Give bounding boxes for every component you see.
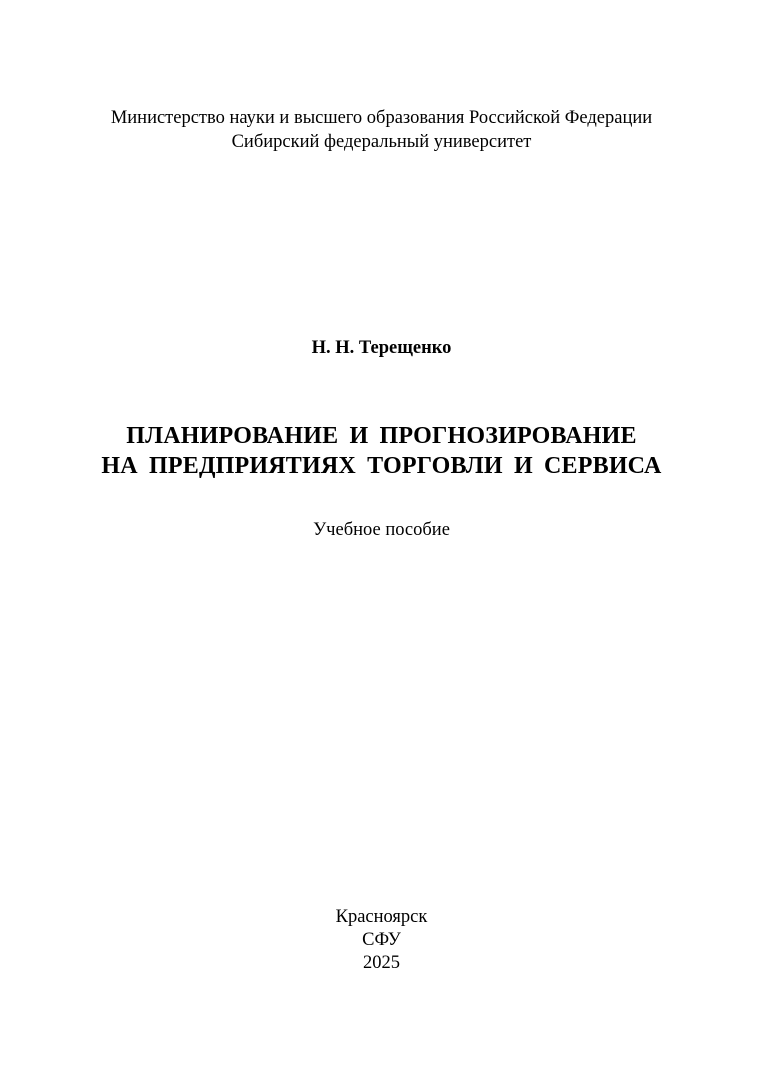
institution-header <box>0 106 763 154</box>
imprint-city: Красноярск <box>335 907 428 927</box>
imprint-publisher: СФУ <box>362 930 401 950</box>
imprint <box>0 906 763 975</box>
document-type: Учебное пособие <box>313 520 450 540</box>
title-line-1: ПЛАНИРОВАНИЕ И ПРОГНОЗИРОВАНИЕ <box>126 423 637 449</box>
ministry-name: Министерство науки и высшего образования Российской Федерации <box>110 108 653 128</box>
document-title <box>0 421 763 481</box>
title-line-2: НА ПРЕДПРИЯТИЯХ ТОРГОВЛИ И СЕРВИСА <box>101 453 662 479</box>
university-name: Сибирский федеральный университет <box>231 132 532 152</box>
imprint-year: 2025 <box>363 953 400 973</box>
author-name: Н. Н. Терещенко <box>311 338 452 358</box>
